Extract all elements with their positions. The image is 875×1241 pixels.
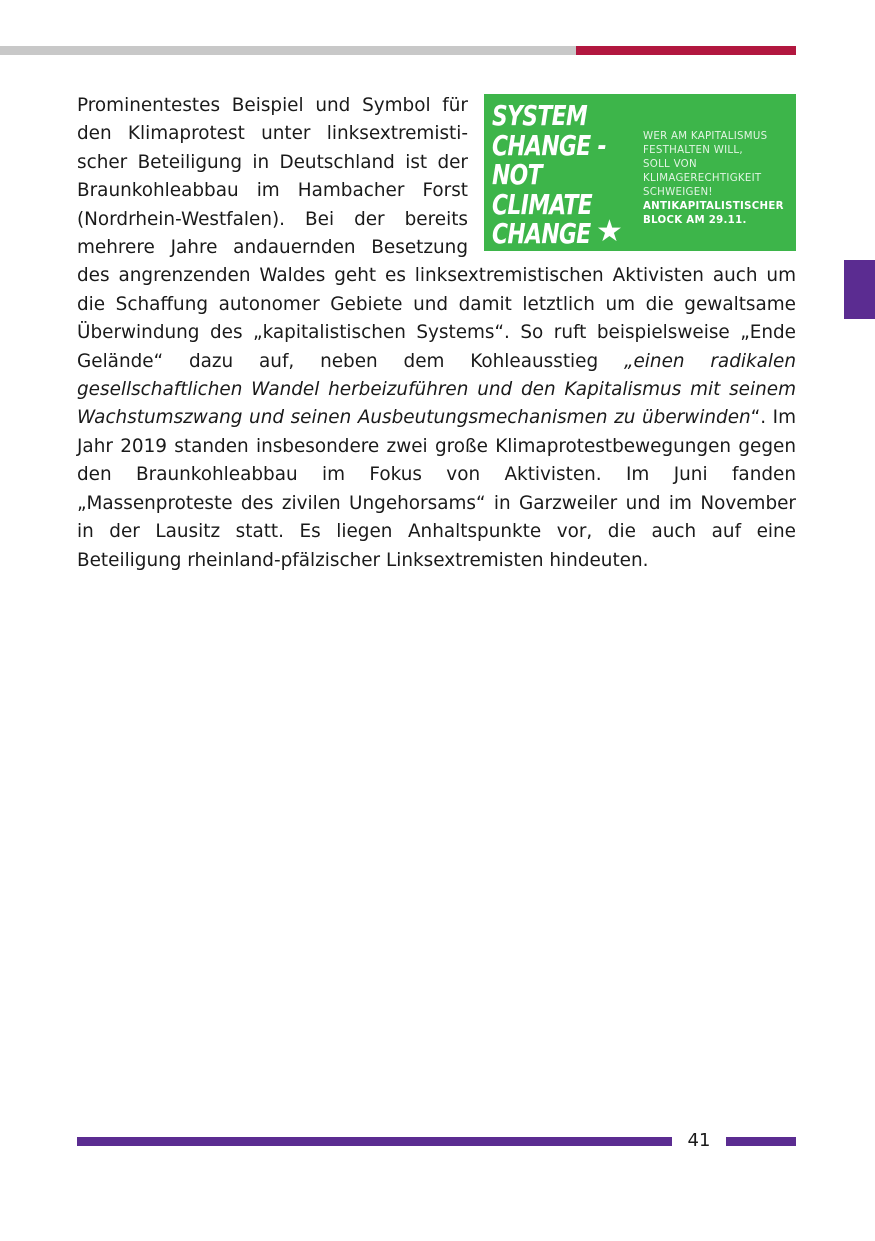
chapter-side-tab xyxy=(844,260,875,319)
body-text-part-1: Prominentestes Beispiel und Symbol für den Klimaprotest unter linksextremistischer Beteiligung in Deutschland ist der Braunkohleabbau im Hambacher Forst (Nordrhein-Westfalen). Bei der bereits mehrere Jahre andauernden Besetzung des angrenzenden Waldes geht es linksextremistischen Aktivisten auch um die Schaffung autonomer Gebiete und damit letztlich um die gewaltsame Überwindung des „kapitalistischen Systems“. So ruft beispielsweise „Ende Gelände“ dazu auf, neben dem Kohleausstieg xyxy=(77,95,796,372)
header-rule-accent xyxy=(576,46,796,55)
page-number: 41 xyxy=(687,1130,711,1151)
poster-headline: SYSTEM CHANGE - NOT CLIMATE CHANGE xyxy=(492,99,607,250)
body-text-part-2: “. Im Jahr 2019 standen insbesondere zwei große Klimaprotestbewegungen gegen den Braunkohleabbau im Fokus von Aktivisten. Im Juni fanden „Massenproteste des zivilen Ungehorsams“ in Garzweiler und im November in der Lausitz statt. Es liegen Anhaltspunkte vor, die auch auf eine Beteiligung rheinland-pfälzischer Linksextremisten hindeuten. xyxy=(77,407,796,571)
footer-rule-right xyxy=(726,1137,796,1146)
footer-rule-left xyxy=(77,1137,672,1146)
star-icon: ★ xyxy=(596,214,623,249)
protest-poster-image xyxy=(484,94,796,251)
poster-subtext: WER AM KAPITALISMUS FESTHALTEN WILL, SOLL VON KLIMAGERECHTIGKEIT SCHWEIGEN! xyxy=(643,131,768,198)
poster-subtext-bold: ANTIKAPITALISTISCHER BLOCK AM 29.11. xyxy=(643,201,784,226)
header-rule-grey xyxy=(0,46,576,55)
body-quote: „einen radikalen gesellschaftlichen Wandel herbeizuführen und den Kapitalismus mit seinem Wachstumszwang und seinen Ausbeutungsmechanismen zu überwinden xyxy=(77,350,796,429)
main-content xyxy=(77,92,796,575)
